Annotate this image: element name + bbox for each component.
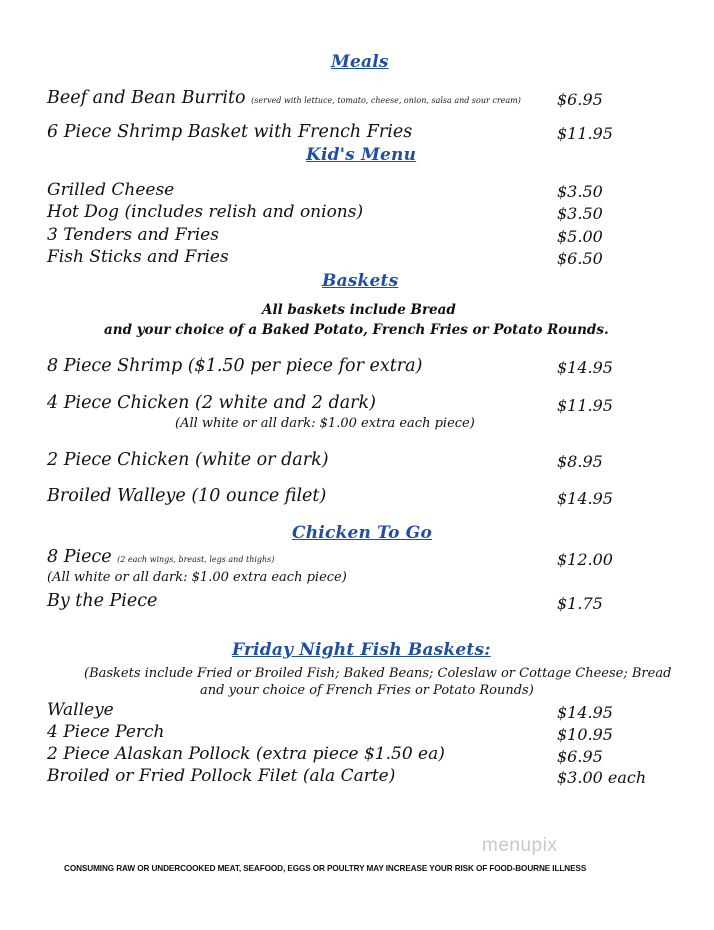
item-price: $3.50 — [557, 182, 603, 201]
item-name: 8 Piece — [47, 547, 112, 567]
item-name: 6 Piece Shrimp Basket with French Fries — [47, 122, 413, 142]
item-price: $6.95 — [557, 90, 603, 109]
meals-heading: Meals — [331, 52, 389, 72]
item-price: $6.95 — [557, 747, 603, 766]
item-name: Grilled Cheese — [47, 180, 175, 200]
item-price: $10.95 — [557, 725, 613, 744]
friday-intro-choice: and your choice of French Fries or Potato Rounds) — [200, 683, 534, 698]
friday-fish-heading: Friday Night Fish Baskets: — [232, 640, 491, 660]
kids-menu-heading: Kid's Menu — [306, 145, 417, 165]
item-price: $12.00 — [557, 550, 613, 569]
item-name: 3 Tenders and Fries — [47, 225, 219, 245]
item-name: 4 Piece Chicken (2 white and 2 dark) — [47, 393, 376, 413]
item-price: $3.50 — [557, 204, 603, 223]
item-price: $14.95 — [557, 489, 613, 508]
baskets-heading: Baskets — [322, 271, 399, 291]
item-name: 4 Piece Perch — [47, 722, 165, 742]
item-name: 2 Piece Alaskan Pollock (extra piece $1.50 ea) — [47, 744, 445, 764]
item-name: By the Piece — [47, 591, 158, 611]
item-name: Walleye — [47, 700, 114, 720]
baskets-intro: All baskets include Bread — [262, 302, 456, 318]
item-price: $6.50 — [557, 249, 603, 268]
menu-item-name — [47, 88, 521, 108]
item-name: Fish Sticks and Fries — [47, 247, 229, 267]
item-note: (2 each wings, breast, legs and thighs) — [117, 555, 275, 564]
item-name: Broiled or Fried Pollock Filet (ala Carte) — [47, 766, 396, 786]
chicken-to-go-heading: Chicken To Go — [292, 523, 432, 543]
item-price: $14.95 — [557, 358, 613, 377]
food-safety-disclaimer: CONSUMING RAW OR UNDERCOOKED MEAT, SEAFOOD, EGGS OR POULTRY MAY INCREASE YOUR RISK OF FOOD-BOURNE ILLNESS — [64, 864, 587, 873]
item-price: $1.75 — [557, 594, 603, 613]
baskets-intro-choice: and your choice of a Baked Potato, French Fries or Potato Rounds. — [104, 322, 609, 338]
item-name: 8 Piece Shrimp ($1.50 per piece for extra) — [47, 356, 423, 376]
item-price: $3.00 each — [557, 768, 647, 787]
item-note: (served with lettuce, tomato, cheese, onion, salsa and sour cream) — [251, 96, 521, 105]
menupix-watermark: menupix — [482, 835, 558, 856]
item-name: Beef and Bean Burrito — [47, 88, 246, 108]
item-note: (All white or all dark: $1.00 extra each piece) — [175, 416, 475, 431]
item-price: $11.95 — [557, 396, 613, 415]
friday-intro: (Baskets include Fried or Broiled Fish; Baked Beans; Coleslaw or Cottage Cheese; Bread — [84, 666, 672, 681]
item-note: (All white or all dark: $1.00 extra each piece) — [47, 570, 347, 585]
menu-item-name — [47, 547, 274, 567]
item-price: $8.95 — [557, 452, 603, 471]
item-name: 2 Piece Chicken (white or dark) — [47, 450, 329, 470]
item-price: $5.00 — [557, 227, 603, 246]
item-price: $14.95 — [557, 703, 613, 722]
item-price: $11.95 — [557, 124, 613, 143]
item-name: Hot Dog (includes relish and onions) — [47, 202, 364, 222]
item-name: Broiled Walleye (10 ounce filet) — [47, 486, 327, 506]
